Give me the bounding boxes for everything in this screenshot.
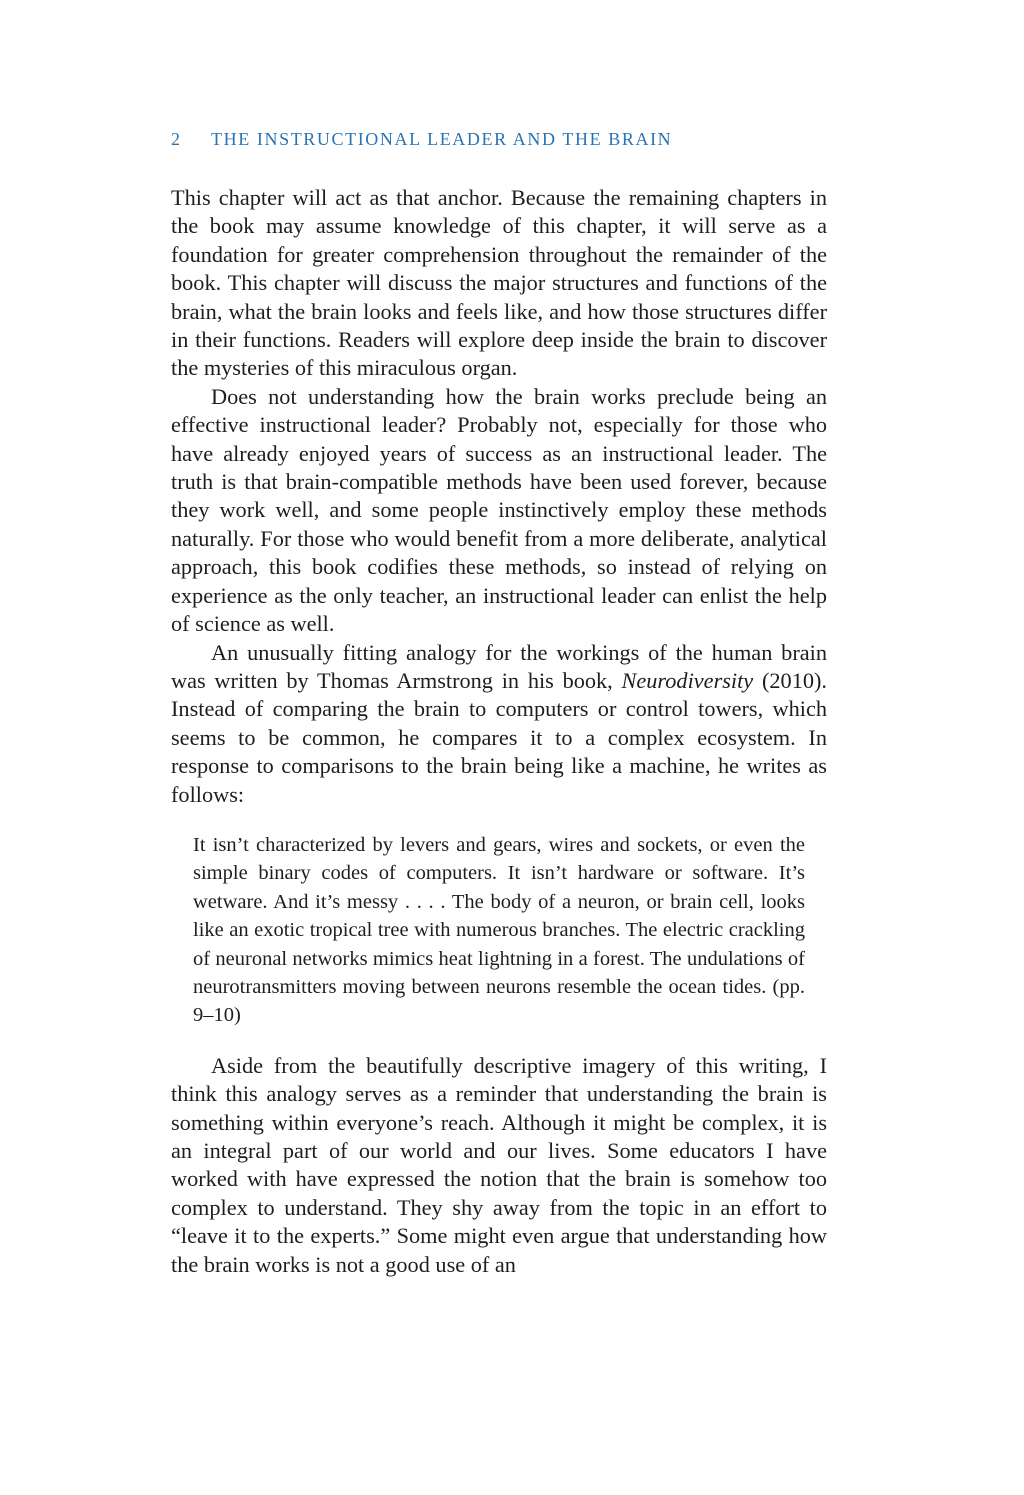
block-quote: It isn’t characterized by levers and gears, wires and sockets, or even the simple binary codes of computers. It isn’t hardware or software. It’s wetware. And it’s messy . . . . The body of a neuron, or brain cell, looks like an exotic tropical tree with numerous branches. The electric crackling of neuronal networks mimics heat lightning in a forest. The undulations of neurotransmitters moving between neurons resemble the ocean tides. (pp. 9–10) bbox=[193, 833, 805, 1027]
paragraph-4: Aside from the beautifully descriptive imagery of this writing, I think this analogy serves as a reminder that understanding the brain is something within everyone’s reach. Although it might be complex, it is an integral part of our world and our lives. Some educators I have worked with have expressed the notion that the brain is somehow too complex to understand. They shy away from the topic in an effort to “leave it to the experts.” Some might even argue that understanding how the brain works is not a good use of an bbox=[171, 1052, 827, 1277]
body-text bbox=[171, 184, 827, 1279]
running-head bbox=[171, 129, 672, 150]
paragraph-3 bbox=[171, 639, 827, 809]
paragraph-2: Does not understanding how the brain works preclude being an effective instructional leader? Probably not, especially for those who have already enjoyed years of success as an instructional leader. The truth is that brain-compatible methods have been used forever, because they work well, and some people instinctively employ these methods naturally. For those who would benefit from a more deliberate, analytical approach, this book codifies these methods, so instead of relying on experience as the only teacher, an instructional leader can enlist the help of science as well. bbox=[171, 383, 827, 637]
paragraph-3-text-start: An unusually fitting analogy for the workings of the human brain was written by Thomas Armstrong in his book, bbox=[171, 639, 827, 693]
page-number: 2 bbox=[171, 129, 182, 149]
paragraph-1: This chapter will act as that anchor. Because the remaining chapters in the book may assume knowledge of this chapter, it will serve as a foundation for greater comprehension throughout the remainder of the book. This chapter will discuss the major structures and functions of the brain, what the brain looks and feels like, and how those structures differ in their functions. Readers will explore deep inside the brain to discover the mysteries of this miraculous organ. bbox=[171, 185, 827, 381]
paragraph-3-text-end: (2010). Instead of comparing the brain to computers or control towers, which seems to be common, he compares it to a complex ecosystem. In response to comparisons to the brain being like a machine, he writes as follows: bbox=[171, 667, 827, 807]
running-title: THE INSTRUCTIONAL LEADER AND THE BRAIN bbox=[211, 129, 673, 149]
book-title: Neurodiversity bbox=[621, 667, 754, 693]
